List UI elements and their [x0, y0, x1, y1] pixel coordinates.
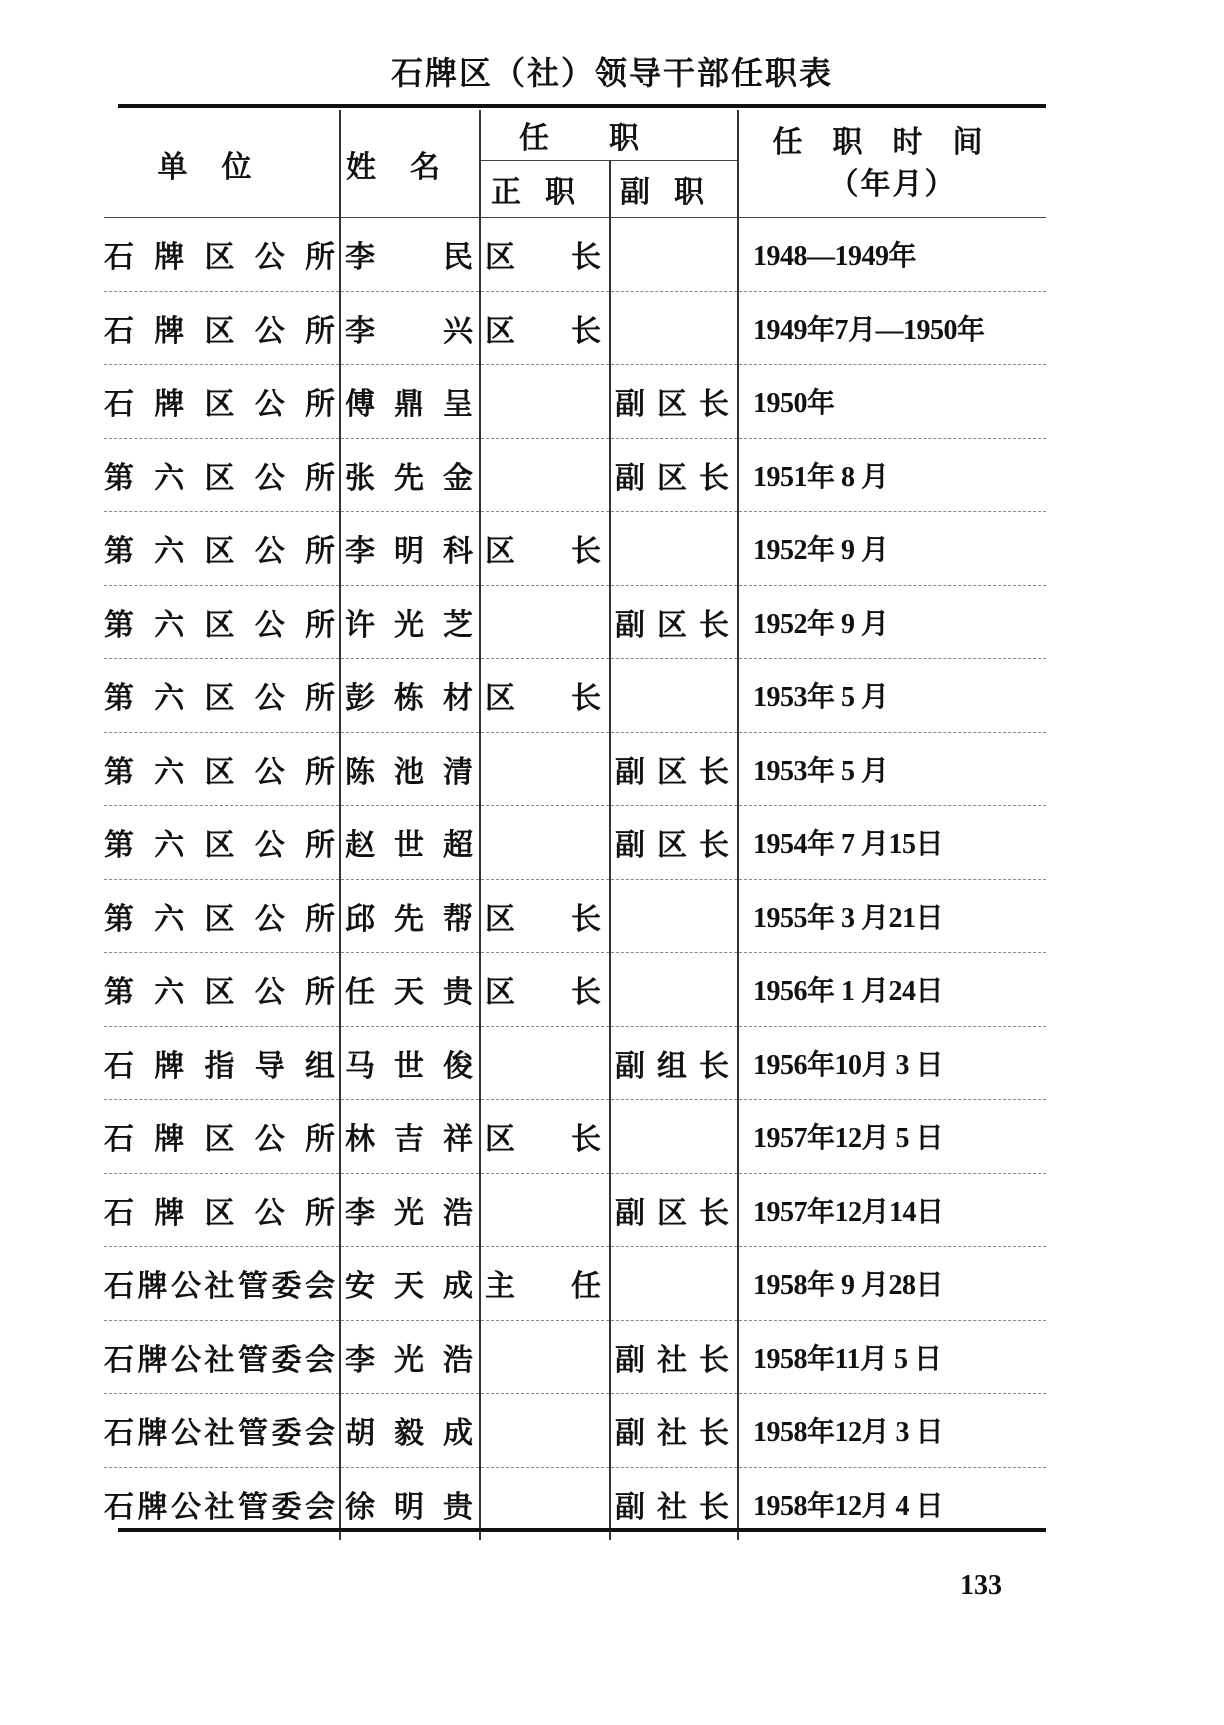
cell-unit: 第六区公所 — [104, 953, 340, 1027]
cell-name: 邱先帮 — [340, 879, 480, 953]
bottom-rule — [118, 1528, 1046, 1532]
cell-name: 赵世超 — [340, 806, 480, 880]
cell-time: 1958年12月 3 日 — [738, 1394, 1046, 1468]
table-row — [104, 512, 1046, 586]
cell-deputy-post: 副区长 — [610, 806, 738, 880]
cell-name: 徐明贵 — [340, 1467, 480, 1540]
page-number: 133 — [960, 1570, 1002, 1601]
header-time-line1: 任职时间 — [772, 124, 1013, 160]
cell-time: 1953年 5 月 — [738, 659, 1046, 733]
header-time-line2: （年月） — [828, 166, 957, 202]
cell-unit: 石牌区公所 — [104, 1100, 340, 1174]
table-row — [104, 1247, 1046, 1321]
cell-unit: 石牌公社管委会 — [104, 1394, 340, 1468]
cell-unit: 第六区公所 — [104, 512, 340, 586]
cell-unit: 第六区公所 — [104, 438, 340, 512]
cell-deputy-post: 副区长 — [610, 438, 738, 512]
cell-name: 傅鼎呈 — [340, 365, 480, 439]
cell-deputy-post — [610, 512, 738, 586]
cell-name: 林吉祥 — [340, 1100, 480, 1174]
cell-name: 胡毅成 — [340, 1394, 480, 1468]
cell-unit: 石牌区公所 — [104, 291, 340, 365]
cell-main-post: 区长 — [480, 512, 610, 586]
table-row — [104, 1100, 1046, 1174]
cell-name: 李明科 — [340, 512, 480, 586]
table-body — [104, 218, 1046, 1541]
cell-time: 1957年12月14日 — [738, 1173, 1046, 1247]
cell-name: 张先金 — [340, 438, 480, 512]
cell-unit: 第六区公所 — [104, 585, 340, 659]
cell-main-post: 区长 — [480, 659, 610, 733]
cell-time: 1948—1949年 — [738, 218, 1046, 292]
cell-main-post — [480, 1173, 610, 1247]
table-row — [104, 585, 1046, 659]
header-deputy-post: 副职 — [610, 161, 738, 218]
cell-main-post: 区长 — [480, 879, 610, 953]
cell-time: 1950年 — [738, 365, 1046, 439]
table-row — [104, 1173, 1046, 1247]
cell-time: 1952年 9 月 — [738, 585, 1046, 659]
cell-deputy-post: 副社长 — [610, 1320, 738, 1394]
cell-unit: 第六区公所 — [104, 659, 340, 733]
table-row — [104, 953, 1046, 1027]
cell-unit: 石牌区公所 — [104, 365, 340, 439]
cell-deputy-post: 副组长 — [610, 1026, 738, 1100]
cell-unit: 石牌公社管委会 — [104, 1320, 340, 1394]
cell-name: 许光芝 — [340, 585, 480, 659]
cell-unit: 石牌公社管委会 — [104, 1247, 340, 1321]
cell-main-post: 区长 — [480, 1100, 610, 1174]
cell-deputy-post — [610, 1247, 738, 1321]
header-time — [738, 110, 1046, 218]
table-row — [104, 291, 1046, 365]
table-row — [104, 879, 1046, 953]
cell-name: 任天贵 — [340, 953, 480, 1027]
cell-time: 1958年 9 月28日 — [738, 1247, 1046, 1321]
cell-time: 1955年 3 月21日 — [738, 879, 1046, 953]
cell-time: 1951年 8 月 — [738, 438, 1046, 512]
cell-time: 1956年 1 月24日 — [738, 953, 1046, 1027]
cell-deputy-post — [610, 291, 738, 365]
cell-main-post — [480, 1394, 610, 1468]
cell-time: 1954年 7 月15日 — [738, 806, 1046, 880]
cell-unit: 石牌指导组 — [104, 1026, 340, 1100]
table-row — [104, 1320, 1046, 1394]
table-row — [104, 438, 1046, 512]
table-row — [104, 806, 1046, 880]
cell-name: 陈池清 — [340, 732, 480, 806]
cell-main-post — [480, 438, 610, 512]
cell-time: 1949年7月—1950年 — [738, 291, 1046, 365]
cadre-table — [104, 110, 1046, 1540]
cell-name: 李兴 — [340, 291, 480, 365]
cell-deputy-post — [610, 879, 738, 953]
cell-main-post — [480, 1320, 610, 1394]
cell-deputy-post: 副区长 — [610, 1173, 738, 1247]
cell-main-post: 区长 — [480, 291, 610, 365]
cell-deputy-post — [610, 1100, 738, 1174]
cell-main-post — [480, 732, 610, 806]
cell-deputy-post — [610, 659, 738, 733]
cell-deputy-post: 副区长 — [610, 732, 738, 806]
cell-main-post: 主任 — [480, 1247, 610, 1321]
cell-main-post: 区长 — [480, 953, 610, 1027]
cell-name: 李光浩 — [340, 1173, 480, 1247]
cell-time: 1957年12月 5 日 — [738, 1100, 1046, 1174]
cell-main-post — [480, 1026, 610, 1100]
cell-main-post — [480, 365, 610, 439]
header-name: 姓名 — [340, 110, 480, 218]
cell-deputy-post: 副区长 — [610, 365, 738, 439]
cell-time: 1958年12月 4 日 — [738, 1467, 1046, 1540]
header-post: 任职 — [480, 110, 738, 161]
table-row — [104, 659, 1046, 733]
table-row — [104, 1026, 1046, 1100]
table-row — [104, 365, 1046, 439]
top-rule — [118, 104, 1046, 108]
cell-time: 1956年10月 3 日 — [738, 1026, 1046, 1100]
cell-name: 李民 — [340, 218, 480, 292]
cell-name: 安天成 — [340, 1247, 480, 1321]
cell-unit: 石牌公社管委会 — [104, 1467, 340, 1540]
header-unit: 单位 — [104, 110, 340, 218]
header-main-post: 正职 — [480, 161, 610, 218]
cell-main-post — [480, 585, 610, 659]
cell-time: 1958年11月 5 日 — [738, 1320, 1046, 1394]
cell-unit: 第六区公所 — [104, 806, 340, 880]
cell-name: 马世俊 — [340, 1026, 480, 1100]
cell-unit: 第六区公所 — [104, 879, 340, 953]
cell-deputy-post: 副区长 — [610, 585, 738, 659]
cell-deputy-post: 副社长 — [610, 1467, 738, 1540]
page-title: 石牌区（社）领导干部任职表 — [390, 54, 833, 92]
cell-deputy-post — [610, 218, 738, 292]
cell-unit: 石牌区公所 — [104, 1173, 340, 1247]
table-row — [104, 1394, 1046, 1468]
cell-name: 彭栋材 — [340, 659, 480, 733]
cell-deputy-post — [610, 953, 738, 1027]
cell-unit: 石牌区公所 — [104, 218, 340, 292]
table-row — [104, 732, 1046, 806]
cell-deputy-post: 副社长 — [610, 1394, 738, 1468]
cell-time: 1952年 9 月 — [738, 512, 1046, 586]
table-row — [104, 218, 1046, 292]
cell-main-post: 区长 — [480, 218, 610, 292]
cell-time: 1953年 5 月 — [738, 732, 1046, 806]
cell-main-post — [480, 806, 610, 880]
cell-name: 李光浩 — [340, 1320, 480, 1394]
cell-unit: 第六区公所 — [104, 732, 340, 806]
